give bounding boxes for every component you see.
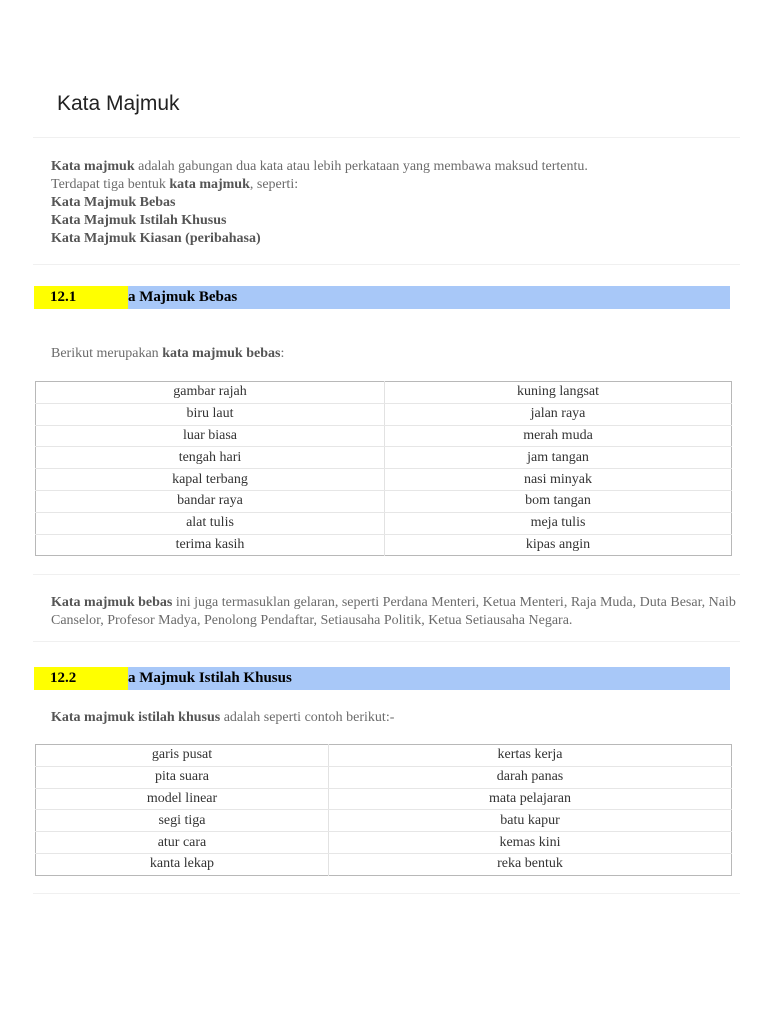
type-label: Kata Majmuk Istilah Khusus bbox=[51, 213, 227, 228]
table-row bbox=[36, 403, 732, 425]
table-cell: atur cara bbox=[36, 832, 329, 854]
table-row bbox=[36, 788, 732, 810]
divider bbox=[33, 641, 740, 642]
table-cell: mata pelajaran bbox=[329, 788, 732, 810]
note-text: ini juga termasuklan gelaran, seperti Perdana Menteri, Ketua Menteri, Raja Muda, Duta Besar, Naib Canselor, Profesor Madya, Penolong Pendaftar, Setiausaha Politik, Ketua Setiausaha Negara. bbox=[51, 595, 736, 628]
section2-lead bbox=[51, 709, 741, 727]
table-cell: garis pusat bbox=[36, 745, 329, 767]
table-cell: jalan raya bbox=[385, 403, 732, 425]
table-row bbox=[36, 853, 732, 875]
table-cell: tengah hari bbox=[36, 447, 385, 469]
section-number: 12.2 bbox=[34, 667, 128, 690]
table-cell: kanta lekap bbox=[36, 853, 329, 875]
type-label: Kata Majmuk Bebas bbox=[51, 195, 176, 210]
table-row bbox=[36, 512, 732, 534]
table-cell: meja tulis bbox=[385, 512, 732, 534]
table-cell: pita suara bbox=[36, 766, 329, 788]
type-item bbox=[51, 212, 741, 230]
intro-section bbox=[51, 158, 741, 248]
word-table-body bbox=[36, 382, 732, 556]
table-cell: luar biasa bbox=[36, 425, 385, 447]
table-row bbox=[36, 832, 732, 854]
table-cell: terima kasih bbox=[36, 534, 385, 556]
table-cell: model linear bbox=[36, 788, 329, 810]
table-cell: kipas angin bbox=[525, 536, 591, 552]
divider bbox=[33, 264, 740, 265]
table-row bbox=[36, 745, 732, 767]
table-cell: darah panas bbox=[329, 766, 732, 788]
section1-lead bbox=[51, 345, 741, 363]
table-row bbox=[36, 766, 732, 788]
section-header-12-2 bbox=[34, 667, 730, 690]
note-term: Kata majmuk bebas bbox=[51, 595, 173, 610]
intro-forms-post: , seperti: bbox=[249, 177, 299, 192]
intro-forms-pre: Terdapat tiga bentuk bbox=[51, 177, 170, 192]
table-cell: gambar rajah bbox=[36, 382, 385, 404]
table-cell: nasi minyak bbox=[385, 469, 732, 491]
table-cell: alat tulis bbox=[36, 512, 385, 534]
table-cell: kemas kini bbox=[329, 832, 732, 854]
table-row bbox=[36, 447, 732, 469]
table-cell: jam tangan bbox=[385, 447, 732, 469]
intro-forms-line bbox=[51, 176, 741, 194]
lead-text: Berikut merupakan bbox=[51, 346, 163, 361]
table-row bbox=[36, 425, 732, 447]
word-table-bebas bbox=[35, 381, 732, 556]
table-cell: merah muda bbox=[385, 425, 732, 447]
divider bbox=[33, 137, 740, 138]
table-cell: bom tangan bbox=[385, 490, 732, 512]
table-cell: kapal terbang bbox=[36, 469, 385, 491]
word-table-istilah-khusus bbox=[35, 744, 732, 876]
type-item bbox=[51, 194, 741, 212]
divider bbox=[33, 574, 740, 575]
word-table-body bbox=[36, 745, 732, 876]
type-item bbox=[51, 230, 741, 248]
divider bbox=[33, 893, 740, 894]
table-cell: bandar raya bbox=[36, 490, 385, 512]
lead-term: kata majmuk bebas bbox=[162, 346, 281, 361]
table-row bbox=[36, 534, 732, 556]
table-row bbox=[36, 490, 732, 512]
table-row bbox=[36, 810, 732, 832]
lead-text: adalah seperti contoh berikut:- bbox=[220, 710, 395, 725]
table-cell: kuning langsat bbox=[385, 382, 732, 404]
table-row bbox=[36, 469, 732, 491]
type-label: Kata Majmuk Kiasan (peribahasa) bbox=[51, 231, 261, 246]
page-title: Kata Majmuk bbox=[57, 92, 180, 115]
section-header-12-1 bbox=[34, 286, 730, 309]
intro-term: Kata majmuk bbox=[51, 159, 135, 174]
table-cell: segi tiga bbox=[36, 810, 329, 832]
intro-definition-text: adalah gabungan dua kata atau lebih perkataan yang membawa maksud tertentu. bbox=[134, 159, 588, 174]
section-title: a Majmuk Bebas bbox=[128, 289, 238, 305]
table-cell: reka bentuk bbox=[497, 856, 563, 872]
intro-definition bbox=[51, 158, 741, 176]
lead-term: Kata majmuk istilah khusus bbox=[51, 710, 221, 725]
section1-note bbox=[51, 594, 741, 630]
table-cell: batu kapur bbox=[329, 810, 732, 832]
intro-forms-term: kata majmuk bbox=[169, 177, 250, 192]
table-row bbox=[36, 382, 732, 404]
section-number: 12.1 bbox=[34, 286, 128, 309]
table-cell: biru laut bbox=[36, 403, 385, 425]
table-cell: kertas kerja bbox=[329, 745, 732, 767]
section-title: a Majmuk Istilah Khusus bbox=[128, 670, 292, 686]
lead-colon: : bbox=[280, 346, 285, 361]
